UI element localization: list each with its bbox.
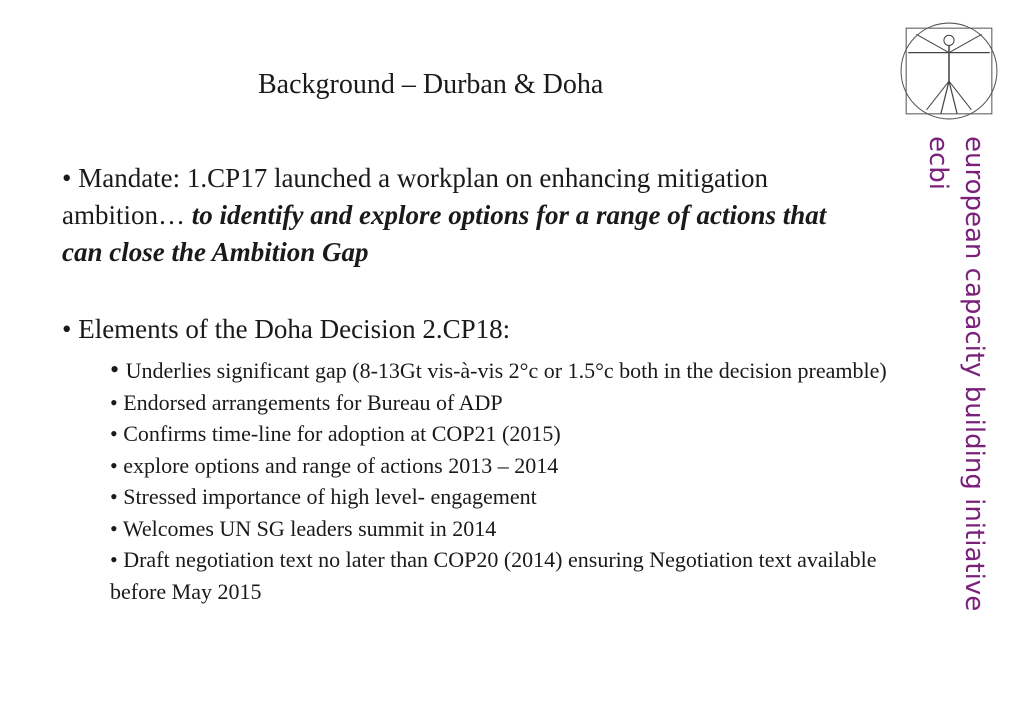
list-bullet: •	[110, 421, 124, 446]
elements-heading-text: Elements of the Doha Decision 2.CP18:	[78, 314, 511, 344]
elements-bullet: •	[62, 314, 72, 344]
list-item	[110, 387, 890, 419]
list-item	[110, 418, 890, 450]
list-bullet: •	[110, 389, 124, 415]
branding-text	[914, 136, 992, 640]
elements-list	[110, 354, 890, 607]
org-name: european capacity building initiative	[959, 136, 989, 612]
list-item-text: Draft negotiation text no later than COP20 (2014) ensuring Negotiation text available before May 2015	[110, 547, 877, 604]
list-item	[110, 544, 890, 607]
vitruvian-man-icon	[898, 20, 1000, 122]
list-bullet: •	[110, 484, 124, 509]
list-item-text: Welcomes UN SG leaders summit in 2014	[122, 515, 497, 541]
list-item-text: Stressed importance of high level- engagement	[123, 484, 537, 509]
list-item-text: Confirms time-line for adoption at COP21 (2015)	[123, 421, 561, 446]
list-item	[110, 354, 890, 387]
slide-title: Background – Durban & Doha	[258, 69, 604, 100]
elements-heading	[62, 312, 510, 346]
org-acronym: ecbi	[923, 136, 953, 191]
branding-vertical	[914, 136, 992, 640]
list-item-text: explore options and range of actions 2013 – 2014	[123, 452, 559, 478]
list-item-text: Underlies significant gap (8-13Gt vis-à-vis 2°c or 1.5°c both in the decision preamble)	[125, 358, 887, 383]
mandate-paragraph	[62, 160, 862, 271]
list-item	[110, 450, 890, 482]
list-item-text: Endorsed arrangements for Bureau of ADP	[123, 389, 503, 415]
mandate-text: Mandate: 1.CP17 launched a workplan on enhancing mitigation ambition…	[62, 163, 769, 230]
list-item	[110, 513, 890, 545]
list-bullet: •	[110, 452, 124, 478]
mandate-emphasis: to identify and explore options for a range of actions that can close the Ambition Gap	[62, 200, 827, 267]
mandate-bullet: •	[62, 163, 72, 193]
list-bullet: •	[110, 355, 126, 384]
list-bullet: •	[110, 547, 124, 572]
list-item	[110, 481, 890, 513]
list-bullet: •	[110, 515, 123, 541]
